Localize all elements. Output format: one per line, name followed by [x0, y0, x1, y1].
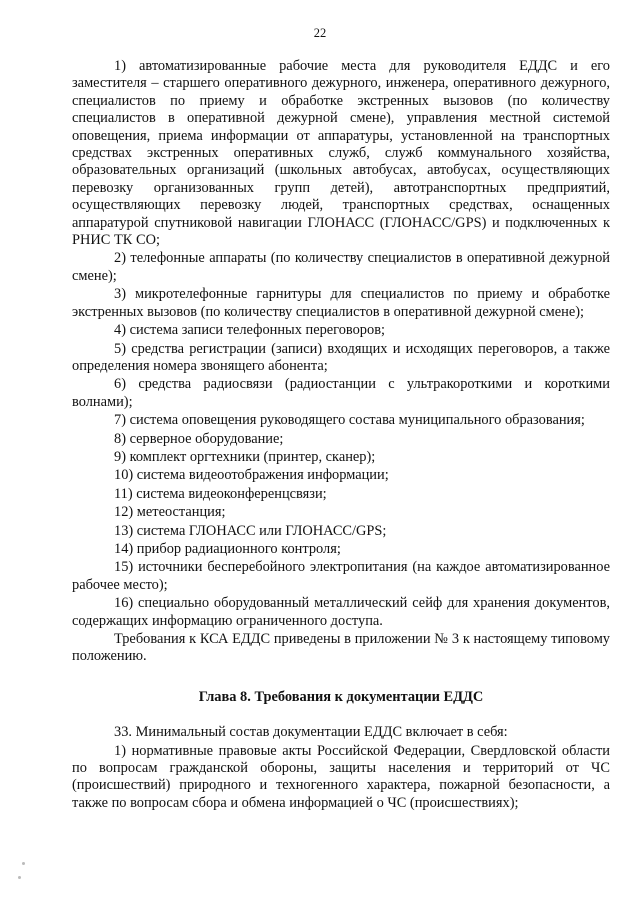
list-item-6: 6) средства радиосвязи (радиостанции с ультракороткими и короткими волнами); — [72, 376, 610, 410]
page-number: 22 — [313, 26, 327, 40]
list-item-10: 10) система видеоотображения информации; — [114, 467, 389, 484]
list-item-15: 15) источники бесперебойного электропитания (на каждое автоматизированное рабочее место); — [72, 559, 610, 593]
list-item-12: 12) метеостанция; — [114, 504, 226, 521]
list-item-4: 4) система записи телефонных переговоров; — [114, 322, 385, 339]
list-item-13: 13) система ГЛОНАСС или ГЛОНАСС/GPS; — [114, 522, 387, 539]
chapter-heading: Глава 8. Требования к документации ЕДДС — [198, 688, 484, 705]
list-item-7: 7) система оповещения руководящего состава муниципального образования; — [114, 412, 585, 429]
list-item-8: 8) серверное оборудование; — [114, 430, 284, 447]
list-item-11: 11) система видеоконференцсвязи; — [114, 485, 327, 502]
list-item-5: 5) средства регистрации (записи) входящих и исходящих переговоров, а также определения номера звонящего абонента; — [72, 340, 610, 374]
list-item-1: 1) автоматизированные рабочие места для руководителя ЕДДС и его заместителя – старшего оперативного дежурного, инженера, оперативного дежурного, специалистов по приему и обработке экстренных вызовов (по количеству специалистов в оперативной дежурной смене), управления местной системой оповещения, приема информации от аппаратуры, установленной на транспортных средствах экстренных оперативных служб, служб коммунального хозяйства, образовательных организаций (школьных автобусах, автобусах, осуществляющих перевозку организованных групп детей), автотранспортных предприятий, осуществляющих перевозку людей, транспортных средствах, оснащенных аппаратурой спутниковой навигации ГЛОНАСС (ГЛОНАСС/GPS) и подключенных к РНИС ТК СО; — [72, 58, 610, 249]
list-item-2: 2) телефонные аппараты (по количеству специалистов в оперативной дежурной смене); — [72, 250, 610, 284]
list-item-9: 9) комплект оргтехники (принтер, сканер); — [114, 448, 376, 465]
scan-speck — [18, 876, 21, 879]
section-33-intro: 33. Минимальный состав документации ЕДДС включает в себя: — [114, 724, 508, 741]
documentation-item-1: 1) нормативные правовые акты Российской Федерации, Свердловской области по вопросам гражданской обороны, защиты населения и территорий от ЧС (происшествий) природного и техногенного характера, пожарной безопасности, а также по вопросам сбора и обмена информацией о ЧС (происшествиях); — [72, 742, 610, 811]
document-body — [72, 58, 610, 812]
scan-speck — [22, 862, 25, 865]
list-item-16: 16) специально оборудованный металлический сейф для хранения документов, содержащих информацию ограниченного доступа. — [72, 595, 610, 629]
requirements-reference: Требования к КСА ЕДДС приведены в приложении № 3 к настоящему типовому положению. — [72, 631, 610, 665]
list-item-3: 3) микротелефонные гарнитуры для специалистов по приему и обработке экстренных вызовов (по количеству специалистов в оперативной дежурной смене); — [72, 286, 610, 320]
list-item-14: 14) прибор радиационного контроля; — [114, 540, 341, 557]
